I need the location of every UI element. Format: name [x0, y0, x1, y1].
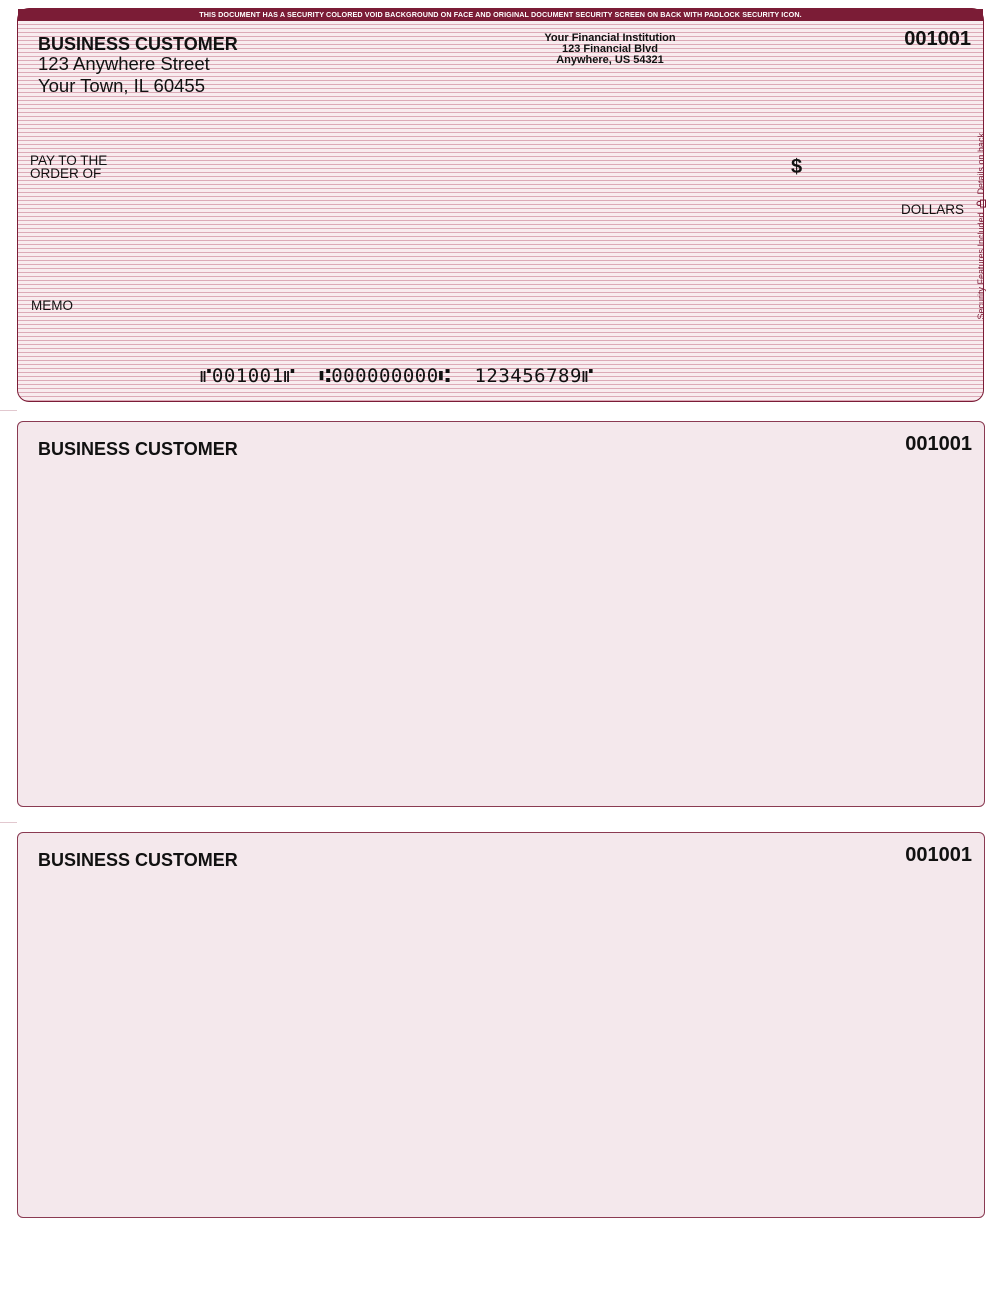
check-panel: [17, 8, 984, 402]
stub-check-number: 001001: [905, 844, 972, 866]
pay-to-label: [30, 154, 107, 180]
padlock-icon: [976, 198, 986, 208]
perforation-mark: [0, 410, 17, 411]
stub-panel: [17, 421, 985, 807]
security-side-note: [975, 117, 987, 332]
bank-name: Your Financial Institution: [544, 32, 676, 44]
security-features-text: Security Features Included: [976, 211, 986, 320]
dollars-label: DOLLARS: [901, 202, 965, 217]
stub-check-number: 001001: [905, 433, 972, 455]
perforation-mark: [0, 822, 17, 823]
customer-name: BUSINESS CUSTOMER: [38, 34, 238, 54]
bank-address-line2: Anywhere, US 54321: [556, 54, 664, 66]
security-banner: THIS DOCUMENT HAS A SECURITY COLORED VOID BACKGROUND ON FACE AND ORIGINAL DOCUMENT SECURITY SCREEN ON BACK WITH PADLOCK SECURITY ICON.: [18, 9, 983, 21]
pay-to-line1: PAY TO THE: [30, 153, 108, 168]
bank-block: [510, 33, 710, 66]
details-on-back-text: Details on back.: [976, 129, 986, 194]
stub-customer-name: BUSINESS CUSTOMER: [38, 850, 238, 870]
memo-label: MEMO: [31, 298, 73, 313]
customer-address-line1: 123 Anywhere Street: [38, 53, 210, 74]
pay-to-line2: ORDER OF: [30, 166, 102, 181]
customer-address-line2: Your Town, IL 60455: [38, 75, 205, 96]
dollar-sign: $: [791, 156, 803, 178]
check-number: 001001: [904, 28, 971, 50]
micr-line: ⑈001001⑈ ⑆000000000⑆ 123456789⑈: [200, 365, 594, 387]
bank-address-line1: 123 Financial Blvd: [562, 43, 658, 55]
stub-panel: [17, 832, 985, 1218]
stub-customer-name: BUSINESS CUSTOMER: [38, 439, 238, 459]
